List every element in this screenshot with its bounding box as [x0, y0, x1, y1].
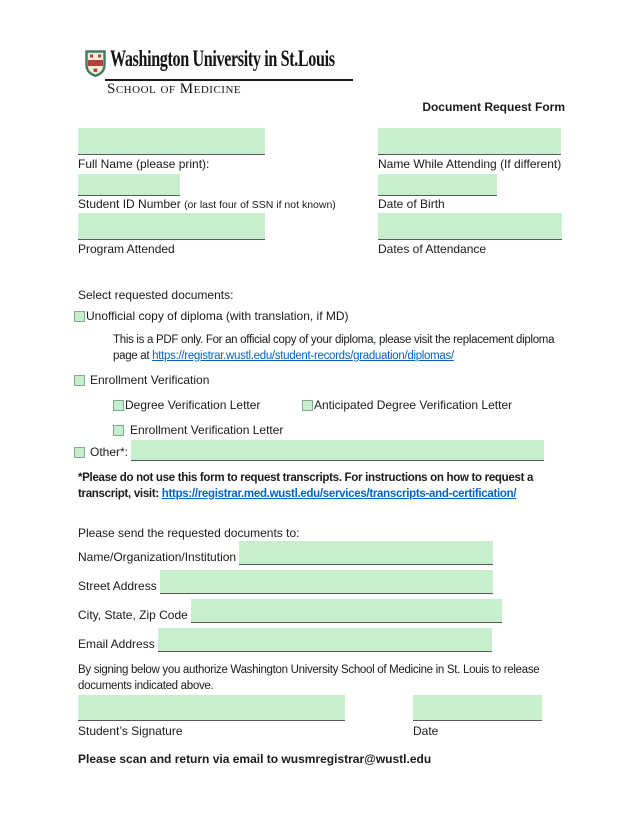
- diploma-checkbox-label: Unofficial copy of diploma (with translation, if MD): [86, 309, 349, 323]
- street-address-row: [78, 570, 565, 594]
- diploma-replacement-link[interactable]: https://registrar.wustl.edu/student-records/graduation/diplomas/: [152, 350, 454, 362]
- signature-labels-row: [78, 724, 565, 739]
- anticipated-degree-letter-checkbox[interactable]: [302, 400, 313, 411]
- student-signature-input[interactable]: [78, 695, 345, 721]
- recipient-name-label: Name/Organization/Institution: [78, 550, 237, 564]
- city-state-zip-input[interactable]: [191, 599, 502, 623]
- degree-letter-item: [113, 398, 302, 413]
- diploma-note: [113, 332, 569, 364]
- return-instruction: Please scan and return via email to wusmregistrar@wustl.edu: [78, 752, 432, 766]
- student-id-label-note: (or last four of SSN if not known): [184, 199, 336, 211]
- anticipated-degree-letter-label: Anticipated Degree Verification Letter: [314, 398, 513, 412]
- diploma-note-text: This is a PDF only. For an official copy of your diploma, please visit the replacement diploma page at: [113, 334, 555, 362]
- full-name-label: Full Name (please print):: [78, 157, 210, 171]
- dates-of-attendance-label: Dates of Attendance: [378, 242, 487, 256]
- identity-row-1: [78, 128, 565, 172]
- email-address-input[interactable]: [158, 628, 492, 652]
- identity-row-2: [78, 174, 565, 213]
- recipient-heading: Please send the requested documents to:: [78, 526, 300, 540]
- enrollment-letter-checkbox[interactable]: [113, 425, 124, 436]
- enrollment-letter-row: [113, 423, 565, 438]
- degree-letters-row: [113, 398, 565, 413]
- washu-shield-icon: [85, 50, 106, 77]
- authorization-text: By signing below you authorize Washington University School of Medicine in St. Louis to release documents indicated above.: [78, 664, 540, 692]
- degree-letter-label: Degree Verification Letter: [125, 398, 261, 412]
- other-row: [74, 440, 565, 461]
- full-name-input[interactable]: [78, 128, 265, 155]
- name-while-attending-label: Name While Attending (If different): [378, 157, 562, 171]
- street-address-label: Street Address: [78, 579, 157, 593]
- other-input[interactable]: [131, 440, 544, 461]
- other-checkbox[interactable]: [74, 447, 85, 458]
- school-name: School of Medicine: [107, 81, 242, 97]
- city-state-zip-row: [78, 599, 565, 623]
- transcript-instructions-link[interactable]: https://registrar.med.wustl.edu/services/transcripts-and-certification/: [161, 488, 517, 500]
- diploma-checkbox-row: [74, 309, 565, 324]
- date-of-birth-input[interactable]: [378, 174, 497, 196]
- diploma-checkbox[interactable]: [74, 311, 85, 322]
- student-signature-label: Student’s Signature: [78, 724, 183, 738]
- enrollment-verification-row: [74, 373, 565, 388]
- street-address-input[interactable]: [160, 570, 493, 594]
- dates-of-attendance-input[interactable]: [378, 213, 562, 240]
- transcript-note: [78, 470, 567, 502]
- degree-letter-checkbox[interactable]: [113, 400, 124, 411]
- signature-row: [78, 695, 565, 721]
- email-address-row: [78, 628, 565, 652]
- university-name: Washington University in St.Louis: [110, 46, 335, 71]
- page-title: Document Request Form: [422, 100, 565, 114]
- enrollment-verification-label: Enrollment Verification: [90, 373, 210, 387]
- recipient-name-input[interactable]: [239, 541, 493, 565]
- recipient-name-row: [78, 541, 565, 565]
- documents-heading: Select requested documents:: [78, 288, 234, 302]
- program-attended-input[interactable]: [78, 213, 265, 240]
- enrollment-verification-checkbox[interactable]: [74, 375, 85, 386]
- date-label: Date: [413, 724, 439, 738]
- student-id-label: Student ID Number (or last four of SSN if not known): [78, 197, 336, 211]
- other-label: Other*:: [90, 445, 129, 459]
- city-state-zip-label: City, State, Zip Code: [78, 608, 188, 622]
- university-logo: [85, 46, 565, 79]
- student-id-input[interactable]: [78, 174, 180, 196]
- anticipated-degree-letter-item: [302, 398, 512, 413]
- email-address-label: Email Address: [78, 637, 155, 651]
- name-while-attending-input[interactable]: [378, 128, 561, 155]
- transcript-note-text: *Please do not use this form to request transcripts. For instructions on how to request a transcript, visit:: [78, 472, 534, 500]
- date-of-birth-label: Date of Birth: [378, 197, 445, 211]
- enrollment-letter-label: Enrollment Verification Letter: [130, 423, 284, 437]
- program-attended-label: Program Attended: [78, 242, 175, 256]
- identity-row-3: [78, 213, 565, 257]
- date-input[interactable]: [413, 695, 542, 721]
